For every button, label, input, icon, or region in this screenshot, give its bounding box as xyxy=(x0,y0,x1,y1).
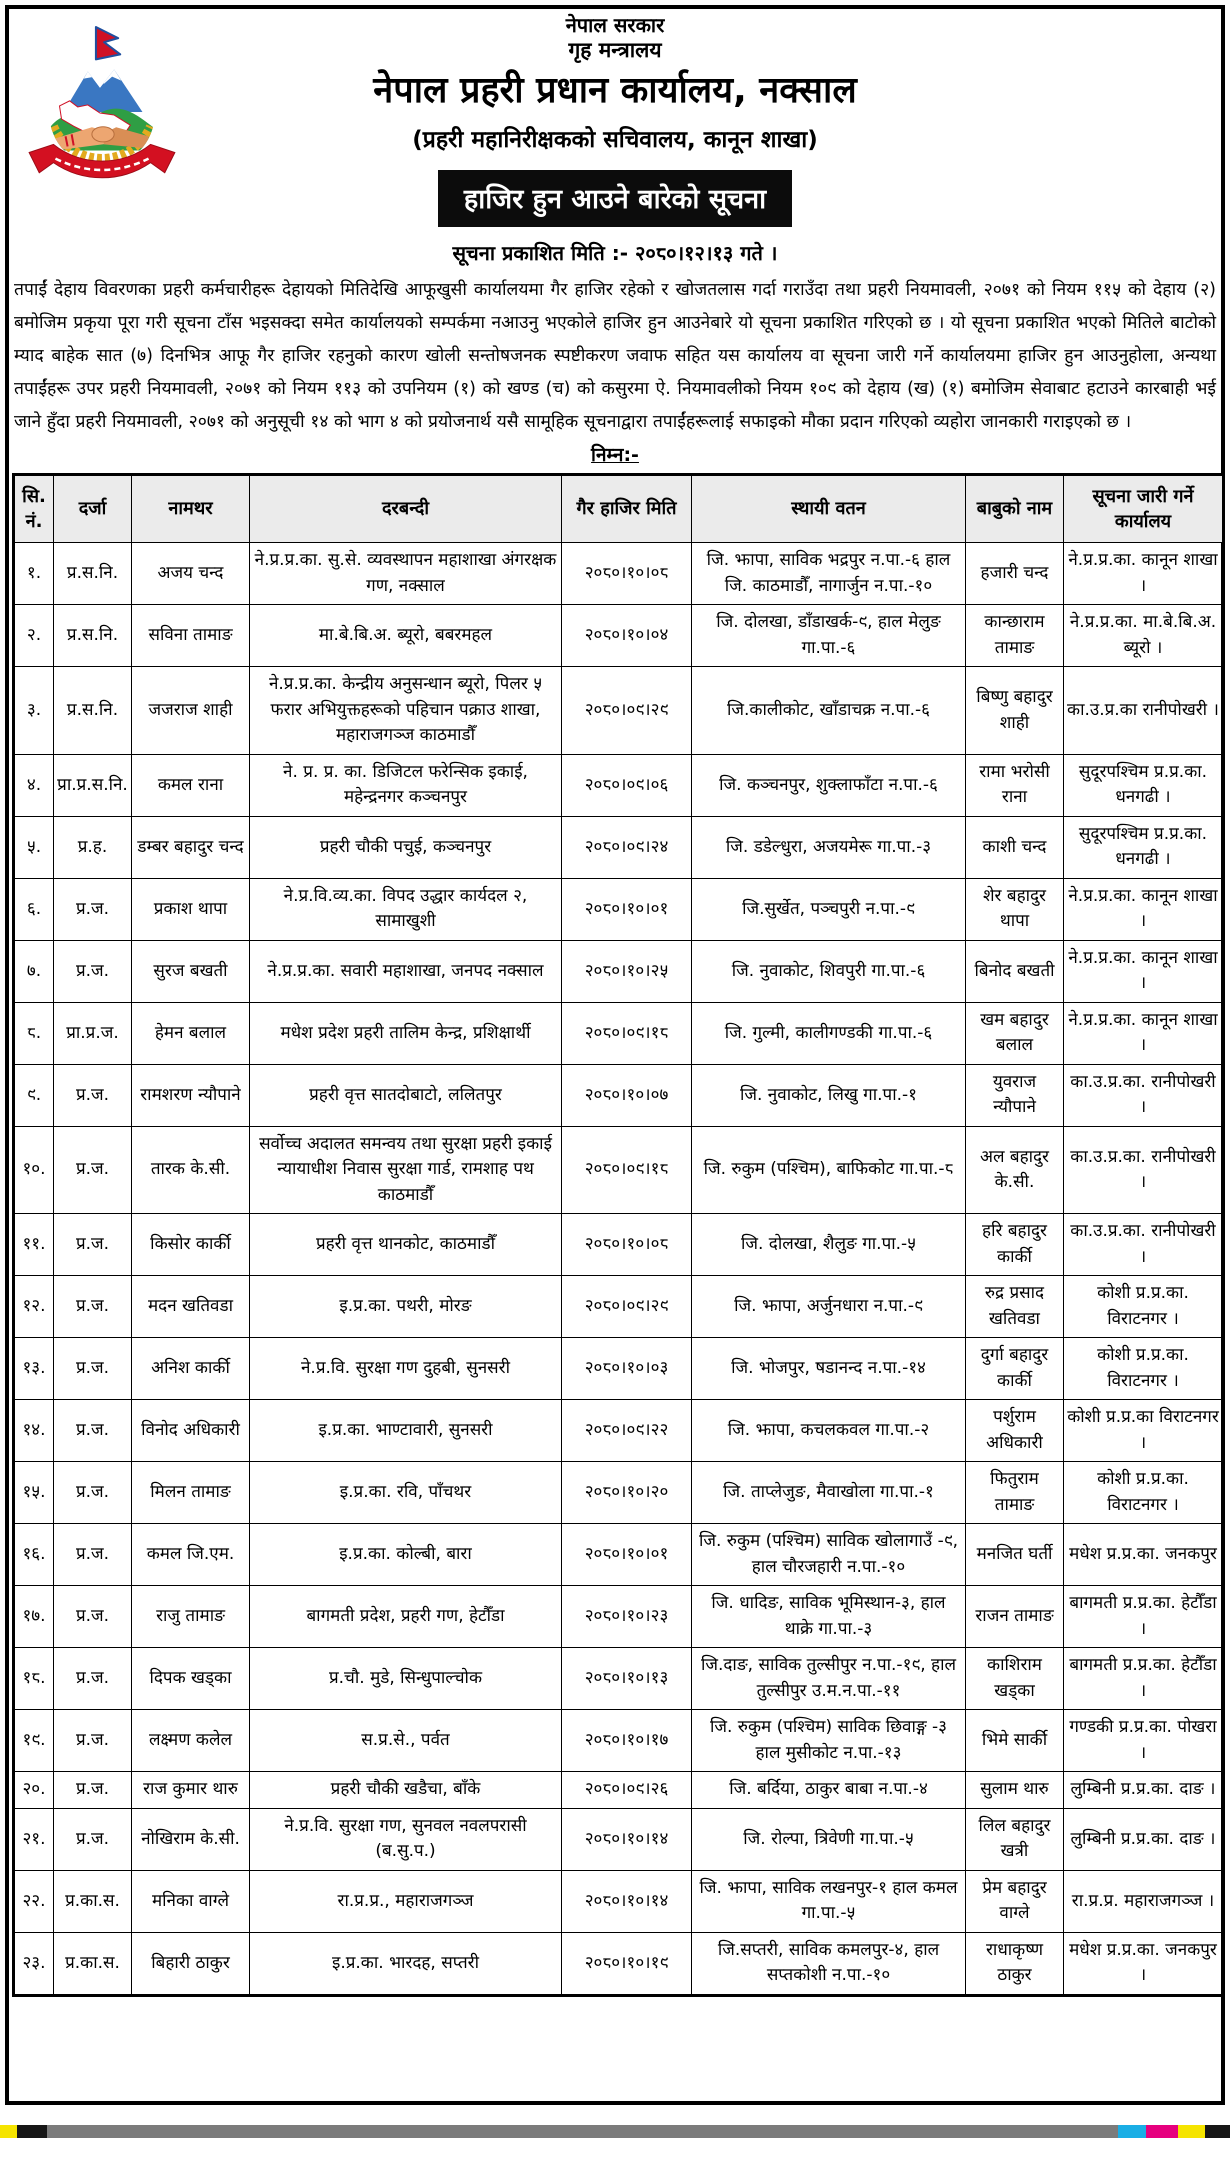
cell-sn: १३. xyxy=(14,1338,54,1400)
cell-issuing-office: लुम्बिनी प्र.प्र.का. दाङ । xyxy=(1064,1772,1224,1809)
cell-absent-date: २०८०।१०।०३ xyxy=(562,1338,692,1400)
cell-father-name: फितुराम तामाङ xyxy=(966,1462,1064,1524)
cell-father-name: अल बहादुर के.सी. xyxy=(966,1126,1064,1214)
cell-absent-date: २०८०।०९।२६ xyxy=(562,1772,692,1809)
cell-posting: ने.प्र.वि. सुरक्षा गण दुहबी, सुनसरी xyxy=(250,1338,562,1400)
cell-father-name: प्रेम बहादुर वाग्ले xyxy=(966,1870,1064,1932)
cell-rank: प्र.का.स. xyxy=(54,1870,132,1932)
table-row xyxy=(14,1932,1224,1995)
color-bar-segment xyxy=(1178,2125,1205,2138)
cell-sn: १९. xyxy=(14,1710,54,1772)
cell-posting: सर्वोच्च अदालत समन्वय तथा सुरक्षा प्रहरी इकाई न्यायाधीश निवास सुरक्षा गार्ड, रामशाह पथ काठमाडौँ xyxy=(250,1126,562,1214)
cell-rank: प्र.ज. xyxy=(54,1126,132,1214)
table-row xyxy=(14,1772,1224,1809)
column-header-rank: दर्जा xyxy=(54,474,132,542)
color-bar-segment xyxy=(1205,2125,1230,2138)
cell-name: राजु तामाङ xyxy=(132,1586,250,1648)
cell-permanent-address: जि.सप्तरी, साविक कमलपुर-४, हाल सप्तकोशी न.पा.-१० xyxy=(692,1932,966,1995)
cell-posting: इ.प्र.का. रवि, पाँचथर xyxy=(250,1462,562,1524)
cell-permanent-address: जि. ताप्लेजुङ, मैवाखोला गा.पा.-१ xyxy=(692,1462,966,1524)
cell-father-name: मनजित घर्ती xyxy=(966,1524,1064,1586)
cell-absent-date: २०८०।०९।२९ xyxy=(562,667,692,755)
cell-permanent-address: जि. बर्दिया, ठाकुर बाबा न.पा.-४ xyxy=(692,1772,966,1809)
cell-name: सुरज बखती xyxy=(132,940,250,1002)
cell-name: दिपक खड्का xyxy=(132,1648,250,1710)
cell-posting: ने.प्र.प्र.का. सु.से. व्यवस्थापन महाशाखा अंगरक्षक गण, नक्साल xyxy=(250,543,562,605)
cell-issuing-office: मधेश प्र.प्र.का. जनकपुर । xyxy=(1064,1932,1224,1995)
nepal-government-emblem-icon xyxy=(24,25,180,195)
cell-rank: प्र.का.स. xyxy=(54,1932,132,1995)
cell-sn: २२. xyxy=(14,1870,54,1932)
table-row xyxy=(14,667,1224,755)
cell-posting: इ.प्र.का. पथरी, मोरङ xyxy=(250,1276,562,1338)
cell-issuing-office: सुदूरपश्चिम प्र.प्र.का. धनगढी । xyxy=(1064,754,1224,816)
table-row xyxy=(14,940,1224,1002)
cell-posting: ने.प्र.प्र.का. केन्द्रीय अनुसन्धान ब्यूरो, पिलर ५ फरार अभियुक्तहरूको पहिचान पक्राउ शाखा, महाराजगञ्ज काठमाडौँ xyxy=(250,667,562,755)
cell-sn: १६. xyxy=(14,1524,54,1586)
cell-father-name: शेर बहादुर थापा xyxy=(966,878,1064,940)
column-header-issuing-office: सूचना जारी गर्ने कार्यालय xyxy=(1064,474,1224,542)
cell-name: कमल जि.एम. xyxy=(132,1524,250,1586)
cell-posting: ने.प्र.वि.व्य.का. विपद उद्धार कार्यदल २, सामाखुशी xyxy=(250,878,562,940)
cell-issuing-office: लुम्बिनी प्र.प्र.का. दाङ । xyxy=(1064,1808,1224,1870)
cell-sn: १. xyxy=(14,543,54,605)
table-header-row xyxy=(14,474,1224,542)
cell-posting: प्रहरी चौकी खडैचा, बाँके xyxy=(250,1772,562,1809)
cell-rank: प्र.ज. xyxy=(54,1524,132,1586)
cell-rank: प्रा.प्र.स.नि. xyxy=(54,754,132,816)
cell-posting: ने. प्र. प्र. का. डिजिटल फरेन्सिक इकाई, महेन्द्रनगर कञ्चनपुर xyxy=(250,754,562,816)
cell-posting: मधेश प्रदेश प्रहरी तालिम केन्द्र, प्रशिक्षार्थी xyxy=(250,1002,562,1064)
cell-sn: ७. xyxy=(14,940,54,1002)
cell-absent-date: २०८०।१०।०८ xyxy=(562,543,692,605)
cell-absent-date: २०८०।१०।१३ xyxy=(562,1648,692,1710)
government-name: नेपाल सरकार xyxy=(565,13,665,37)
cell-name: मनिका वाग्ले xyxy=(132,1870,250,1932)
cell-rank: प्र.ज. xyxy=(54,1586,132,1648)
table-row xyxy=(14,1002,1224,1064)
column-header-serial-number: सि. नं. xyxy=(14,474,54,542)
scanned-notice-page xyxy=(0,5,1230,2161)
cell-sn: ५. xyxy=(14,816,54,878)
column-header-absent-date: गैर हाजिर मिति xyxy=(562,474,692,542)
cell-father-name: काशिराम खड्का xyxy=(966,1648,1064,1710)
cell-issuing-office: ने.प्र.प्र.का. कानून शाखा । xyxy=(1064,878,1224,940)
table-row xyxy=(14,1126,1224,1214)
cell-rank: प्र.ज. xyxy=(54,1400,132,1462)
cell-absent-date: २०८०।१०।२० xyxy=(562,1462,692,1524)
table-row xyxy=(14,1710,1224,1772)
cell-permanent-address: जि. नुवाकोट, शिवपुरी गा.पा.-६ xyxy=(692,940,966,1002)
cell-absent-date: २०८०।१०।०१ xyxy=(562,878,692,940)
cell-rank: प्र.ज. xyxy=(54,1648,132,1710)
document-frame xyxy=(5,5,1225,2105)
cell-name: प्रकाश थापा xyxy=(132,878,250,940)
cell-permanent-address: जि. रुकुम (पश्चिम) साविक खोलागाउँ -९, हाल चौरजहारी न.पा.-१० xyxy=(692,1524,966,1586)
office-name: नेपाल प्रहरी प्रधान कार्यालय, नक्साल xyxy=(373,70,857,112)
cell-name: राज कुमार थारु xyxy=(132,1772,250,1809)
cell-absent-date: २०८०।१०।०१ xyxy=(562,1524,692,1586)
cell-sn: १८. xyxy=(14,1648,54,1710)
list-label: निम्न:- xyxy=(591,443,639,466)
cell-posting: प्र.चौ. मुडे, सिन्धुपाल्चोक xyxy=(250,1648,562,1710)
cell-name: किसोर कार्की xyxy=(132,1214,250,1276)
column-header-posting: दरबन्दी xyxy=(250,474,562,542)
cell-father-name: रामा भरोसी राना xyxy=(966,754,1064,816)
cell-issuing-office: कोशी प्र.प्र.का विराटनगर । xyxy=(1064,1400,1224,1462)
cell-rank: प्र.स.नि. xyxy=(54,543,132,605)
notice-body-paragraph: तपाईं देहाय विवरणका प्रहरी कर्मचारीहरू देहायको मितिदेखि आफूखुसी कार्यालयमा गैर हाजिर रहेको र खोजतलास गर्दा गराउँदा तथा प्रहरी नियमावली, २०७१ को नियम ११५ को देहाय (२) बमोजिम प्रकृया पूरा गरी सूचना टाँस भइसक्दा समेत कार्यालयको सम्पर्कमा नआउनु भएकोले हाजिर हुन आउनेबारे यो सूचना प्रकाशित गरिएको छ । यो सूचना प्रकाशित भएको मितिले बाटोको म्याद बाहेक सात (७) दिनभित्र आफू गैर हाजिर रहनुको कारण खोली सन्तोषजनक स्पष्टीकरण जवाफ सहित यस कार्यालय वा सूचना जारी गर्ने कार्यालयमा हाजिर हुन आउनुहोला, अन्यथा तपाईंहरू उपर प्रहरी नियमावली, २०७१ को नियम ११३ को उपनियम (१) को खण्ड (च) को कसुरमा ऐ. नियमावलीको नियम १०९ को देहाय (ख) (१) बमोजिम सेवाबाट हटाउने कारबाही भई जाने हुँदा प्रहरी नियमावली, २०७१ को अनुसूची १४ को भाग ४ को प्रयोजनार्थ यसै सामूहिक सूचनाद्वारा तपाईंहरूलाई सफाइको मौका प्रदान गरिएको व्यहोरा जानकारी गराइएको छ । xyxy=(14,280,1216,432)
cell-rank: प्र.ज. xyxy=(54,1276,132,1338)
cell-name: बिहारी ठाकुर xyxy=(132,1932,250,1995)
cell-sn: १७. xyxy=(14,1586,54,1648)
cell-name: मिलन तामाङ xyxy=(132,1462,250,1524)
cell-name: लक्ष्मण कलेल xyxy=(132,1710,250,1772)
cell-issuing-office: बागमती प्र.प्र.का. हेटौँडा । xyxy=(1064,1648,1224,1710)
column-header-name: नामथर xyxy=(132,474,250,542)
cell-name: मदन खतिवडा xyxy=(132,1276,250,1338)
color-bar-segment xyxy=(47,2125,1118,2138)
cell-name: अजय चन्द xyxy=(132,543,250,605)
cell-father-name: राधाकृष्ण ठाकुर xyxy=(966,1932,1064,1995)
cell-issuing-office: ने.प्र.प्र.का. कानून शाखा । xyxy=(1064,543,1224,605)
cell-absent-date: २०८०।०९।२२ xyxy=(562,1400,692,1462)
cell-absent-date: २०८०।१०।१७ xyxy=(562,1710,692,1772)
cell-absent-date: २०८०।१०।०८ xyxy=(562,1214,692,1276)
cell-permanent-address: जि. धादिङ, साविक भूमिस्थान-३, हाल थाक्रे गा.पा.-३ xyxy=(692,1586,966,1648)
cell-father-name: पर्शुराम अधिकारी xyxy=(966,1400,1064,1462)
cell-absent-date: २०८०।१०।१९ xyxy=(562,1932,692,1995)
color-bar-segment xyxy=(0,2125,17,2138)
cell-sn: १४. xyxy=(14,1400,54,1462)
cell-sn: ९. xyxy=(14,1064,54,1126)
cell-posting: प्रहरी वृत्त सातदोबाटो, ललितपुर xyxy=(250,1064,562,1126)
cell-issuing-office: ने.प्र.प्र.का. कानून शाखा । xyxy=(1064,1002,1224,1064)
cell-absent-date: २०८०।०९।२४ xyxy=(562,816,692,878)
published-date: सूचना प्रकाशित मिति :- २०८०।१२।१३ गते । xyxy=(452,241,778,266)
table-row xyxy=(14,1338,1224,1400)
table-row xyxy=(14,1648,1224,1710)
cell-sn: ८. xyxy=(14,1002,54,1064)
cell-rank: प्र.स.नि. xyxy=(54,667,132,755)
cell-sn: १०. xyxy=(14,1126,54,1214)
cell-father-name: भिमे सार्की xyxy=(966,1710,1064,1772)
cell-permanent-address: जि. दोलखा, शैलुङ गा.पा.-५ xyxy=(692,1214,966,1276)
cell-name: हेमन बलाल xyxy=(132,1002,250,1064)
cell-posting: ने.प्र.वि. सुरक्षा गण, सुनवल नवलपरासी (ब.सु.प.) xyxy=(250,1808,562,1870)
table-body xyxy=(14,543,1224,1996)
cell-absent-date: २०८०।१०।२५ xyxy=(562,940,692,1002)
table-row xyxy=(14,878,1224,940)
cell-name: अनिश कार्की xyxy=(132,1338,250,1400)
cell-father-name: हजारी चन्द xyxy=(966,543,1064,605)
cell-sn: २३. xyxy=(14,1932,54,1995)
cell-father-name: हरि बहादुर कार्की xyxy=(966,1214,1064,1276)
cell-posting: स.प्र.से., पर्वत xyxy=(250,1710,562,1772)
cell-absent-date: २०८०।०९।२९ xyxy=(562,1276,692,1338)
cell-issuing-office: सुदूरपश्चिम प्र.प्र.का. धनगढी । xyxy=(1064,816,1224,878)
cell-rank: प्र.ज. xyxy=(54,1214,132,1276)
cell-father-name: बिनोद बखती xyxy=(966,940,1064,1002)
cell-absent-date: २०८०।१०।१४ xyxy=(562,1808,692,1870)
table-row xyxy=(14,754,1224,816)
cell-father-name: बिष्णु बहादुर शाही xyxy=(966,667,1064,755)
cell-name: जजराज शाही xyxy=(132,667,250,755)
cell-sn: ४. xyxy=(14,754,54,816)
table-row xyxy=(14,1870,1224,1932)
cell-absent-date: २०८०।०९।१८ xyxy=(562,1002,692,1064)
cell-rank: प्र.ज. xyxy=(54,1338,132,1400)
cell-permanent-address: जि.दाङ, साविक तुल्सीपुर न.पा.-१९, हाल तुल्सीपुर उ.म.न.पा.-११ xyxy=(692,1648,966,1710)
nepal-flag-icon xyxy=(96,27,120,59)
cell-sn: १२. xyxy=(14,1276,54,1338)
cell-rank: प्र.ज. xyxy=(54,1808,132,1870)
color-bar-segment xyxy=(17,2125,47,2138)
cell-permanent-address: जि. नुवाकोट, लिखु गा.पा.-१ xyxy=(692,1064,966,1126)
color-bar-segment xyxy=(1146,2125,1178,2138)
cell-issuing-office: मधेश प्र.प्र.का. जनकपुर xyxy=(1064,1524,1224,1586)
cell-father-name: कान्छाराम तामाङ xyxy=(966,605,1064,667)
cell-rank: प्र.ह. xyxy=(54,816,132,878)
cell-permanent-address: जि. झापा, अर्जुनधारा न.पा.-९ xyxy=(692,1276,966,1338)
cell-absent-date: २०८०।०९।०६ xyxy=(562,754,692,816)
cell-rank: प्र.ज. xyxy=(54,1710,132,1772)
cell-issuing-office: ने.प्र.प्र.का. कानून शाखा । xyxy=(1064,940,1224,1002)
cell-issuing-office: ने.प्र.प्र.का. मा.बे.बि.अ. ब्यूरो । xyxy=(1064,605,1224,667)
cell-issuing-office: कोशी प्र.प्र.का. विराटनगर । xyxy=(1064,1462,1224,1524)
letterhead xyxy=(12,11,1218,266)
cell-father-name: काशी चन्द xyxy=(966,816,1064,878)
cell-issuing-office: का.उ.प्र.का. रानीपोखरी । xyxy=(1064,1064,1224,1126)
cell-posting: प्रहरी चौकी पचुई, कञ्चनपुर xyxy=(250,816,562,878)
cell-absent-date: २०८०।१०।२३ xyxy=(562,1586,692,1648)
cell-permanent-address: जि. भोजपुर, षडानन्द न.पा.-१४ xyxy=(692,1338,966,1400)
cell-permanent-address: जि.कालीकोट, खाँडाचक्र न.पा.-६ xyxy=(692,667,966,755)
cell-name: विनोद अधिकारी xyxy=(132,1400,250,1462)
cell-permanent-address: जि. डडेल्धुरा, अजयमेरू गा.पा.-३ xyxy=(692,816,966,878)
cell-permanent-address: जि. रुकुम (पश्चिम), बाफिकोट गा.पा.-८ xyxy=(692,1126,966,1214)
cell-sn: २१. xyxy=(14,1808,54,1870)
table-row xyxy=(14,543,1224,605)
cell-permanent-address: जि. झापा, साविक भद्रपुर न.पा.-६ हाल जि. काठमाडौँ, नागार्जुन न.पा.-१० xyxy=(692,543,966,605)
cell-issuing-office: का.उ.प्र.का रानीपोखरी । xyxy=(1064,667,1224,755)
personnel-table xyxy=(12,473,1225,1997)
cell-permanent-address: जि.सुर्खेत, पञ्चपुरी न.पा.-९ xyxy=(692,878,966,940)
color-bar-segment xyxy=(1118,2125,1146,2138)
cell-absent-date: २०८०।१०।०७ xyxy=(562,1064,692,1126)
cell-posting: इ.प्र.का. भाण्टावारी, सुनसरी xyxy=(250,1400,562,1462)
cell-absent-date: २०८०।१०।०४ xyxy=(562,605,692,667)
cell-name: रामशरण न्यौपाने xyxy=(132,1064,250,1126)
cell-posting: प्रहरी वृत्त थानकोट, काठमाडौँ xyxy=(250,1214,562,1276)
cell-father-name: रुद्र प्रसाद खतिवडा xyxy=(966,1276,1064,1338)
table-row xyxy=(14,1400,1224,1462)
cell-permanent-address: जि. गुल्मी, कालीगण्डकी गा.पा.-६ xyxy=(692,1002,966,1064)
table-row xyxy=(14,1586,1224,1648)
cell-rank: प्र.ज. xyxy=(54,1462,132,1524)
cell-posting: रा.प्र.प्र., महाराजगञ्ज xyxy=(250,1870,562,1932)
table-row xyxy=(14,1064,1224,1126)
table-row xyxy=(14,1808,1224,1870)
cell-rank: प्र.ज. xyxy=(54,1064,132,1126)
cell-posting: ने.प्र.प्र.का. सवारी महाशाखा, जनपद नक्साल xyxy=(250,940,562,1002)
column-header-permanent-address: स्थायी वतन xyxy=(692,474,966,542)
cell-issuing-office: बागमती प्र.प्र.का. हेटौँडा । xyxy=(1064,1586,1224,1648)
cell-name: डम्बर बहादुर चन्द xyxy=(132,816,250,878)
sub-office-name: (प्रहरी महानिरीक्षकको सचिवालय, कानून शाखा) xyxy=(412,127,818,154)
cell-issuing-office: कोशी प्र.प्र.का. विराटनगर । xyxy=(1064,1338,1224,1400)
cell-posting: इ.प्र.का. कोल्बी, बारा xyxy=(250,1524,562,1586)
cell-sn: २. xyxy=(14,605,54,667)
print-calibration-bar xyxy=(0,2125,1230,2138)
cell-issuing-office: का.उ.प्र.का. रानीपोखरी । xyxy=(1064,1126,1224,1214)
cell-name: सविना तामाङ xyxy=(132,605,250,667)
cell-absent-date: २०८०।१०।१४ xyxy=(562,1870,692,1932)
table-row xyxy=(14,1524,1224,1586)
cell-sn: १५. xyxy=(14,1462,54,1524)
cell-permanent-address: जि. झापा, साविक लखनपुर-१ हाल कमल गा.पा.-५ xyxy=(692,1870,966,1932)
table-row xyxy=(14,816,1224,878)
cell-permanent-address: जि. रोल्पा, त्रिवेणी गा.पा.-५ xyxy=(692,1808,966,1870)
cell-name: तारक के.सी. xyxy=(132,1126,250,1214)
cell-father-name: खम बहादुर बलाल xyxy=(966,1002,1064,1064)
cell-issuing-office: रा.प्र.प्र. महाराजगञ्ज । xyxy=(1064,1870,1224,1932)
cell-father-name: लिल बहादुर खत्री xyxy=(966,1808,1064,1870)
cell-issuing-office: कोशी प्र.प्र.का. विराटनगर । xyxy=(1064,1276,1224,1338)
table-row xyxy=(14,1462,1224,1524)
cell-sn: ६. xyxy=(14,878,54,940)
cell-posting: मा.बे.बि.अ. ब्यूरो, बबरमहल xyxy=(250,605,562,667)
cell-issuing-office: का.उ.प्र.का. रानीपोखरी । xyxy=(1064,1214,1224,1276)
cell-permanent-address: जि. दोलखा, डाँडाखर्क-९, हाल मेलुङ गा.पा.-६ xyxy=(692,605,966,667)
table-row xyxy=(14,1214,1224,1276)
cell-rank: प्रा.प्र.ज. xyxy=(54,1002,132,1064)
cell-permanent-address: जि. कञ्चनपुर, शुक्लाफाँटा न.पा.-६ xyxy=(692,754,966,816)
table-row xyxy=(14,1276,1224,1338)
ministry-name: गृह मन्त्रालय xyxy=(568,38,662,62)
cell-posting: बागमती प्रदेश, प्रहरी गण, हेटौँडा xyxy=(250,1586,562,1648)
cell-sn: २०. xyxy=(14,1772,54,1809)
table-row xyxy=(14,605,1224,667)
column-header-father-name: बाबुको नाम xyxy=(966,474,1064,542)
cell-father-name: युवराज न्यौपाने xyxy=(966,1064,1064,1126)
cell-sn: ११. xyxy=(14,1214,54,1276)
cell-father-name: सुलाम थारु xyxy=(966,1772,1064,1809)
cell-father-name: दुर्गा बहादुर कार्की xyxy=(966,1338,1064,1400)
cell-posting: इ.प्र.का. भारदह, सप्तरी xyxy=(250,1932,562,1995)
cell-permanent-address: जि. झापा, कचलकवल गा.पा.-२ xyxy=(692,1400,966,1462)
cell-name: नोखिराम के.सी. xyxy=(132,1808,250,1870)
cell-rank: प्र.ज. xyxy=(54,1772,132,1809)
cell-absent-date: २०८०।०९।१८ xyxy=(562,1126,692,1214)
notice-title: हाजिर हुन आउने बारेको सूचना xyxy=(438,170,792,227)
cell-father-name: राजन तामाङ xyxy=(966,1586,1064,1648)
cell-rank: प्र.ज. xyxy=(54,878,132,940)
cell-issuing-office: गण्डकी प्र.प्र.का. पोखरा । xyxy=(1064,1710,1224,1772)
cell-rank: प्र.स.नि. xyxy=(54,605,132,667)
cell-permanent-address: जि. रुकुम (पश्चिम) साविक छिवाङ्ग -३ हाल मुसीकोट न.पा.-१३ xyxy=(692,1710,966,1772)
table-header xyxy=(14,474,1224,542)
cell-sn: ३. xyxy=(14,667,54,755)
cell-rank: प्र.ज. xyxy=(54,940,132,1002)
cell-name: कमल राना xyxy=(132,754,250,816)
